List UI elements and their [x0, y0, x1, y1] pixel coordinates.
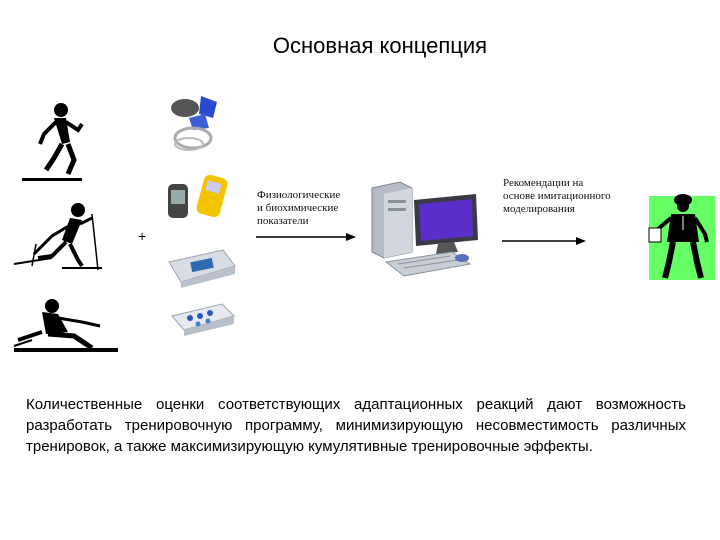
physio-label-line: показатели — [257, 215, 309, 227]
skier-icon — [12, 200, 104, 272]
recommend-label-line: Рекомендации на — [503, 177, 584, 189]
recommend-label-line: основе имитационного — [503, 190, 611, 202]
lab-analyzer-icon — [168, 296, 238, 338]
description-text: Количественные оценки соответствующих адаптационных реакций дают возможность разработать тренировочную программу, минимизирующую несовместимость различных тренировок, а также максимизирующую кумулятивные тренировочные эффекты. — [26, 396, 686, 455]
coach-icon — [643, 190, 719, 286]
physio-label — [257, 189, 340, 228]
heart-rate-monitor-icon — [162, 172, 236, 228]
breath-mask-device-icon — [165, 92, 227, 158]
arrow-to-coach — [500, 236, 588, 246]
slide-title: Основная концепция — [272, 33, 488, 58]
recommend-label-line: моделирования — [503, 203, 575, 215]
runner-icon — [18, 100, 88, 184]
plus-sign: + — [138, 228, 147, 244]
physio-label-line: Физиологические — [257, 189, 341, 201]
computer-icon — [366, 178, 488, 278]
rower-icon — [12, 296, 122, 356]
arrow-to-computer — [254, 232, 358, 242]
physio-label-line: и биохимические — [257, 202, 339, 214]
recommend-label — [503, 177, 611, 216]
biochemical-analyzer-icon — [165, 240, 237, 290]
